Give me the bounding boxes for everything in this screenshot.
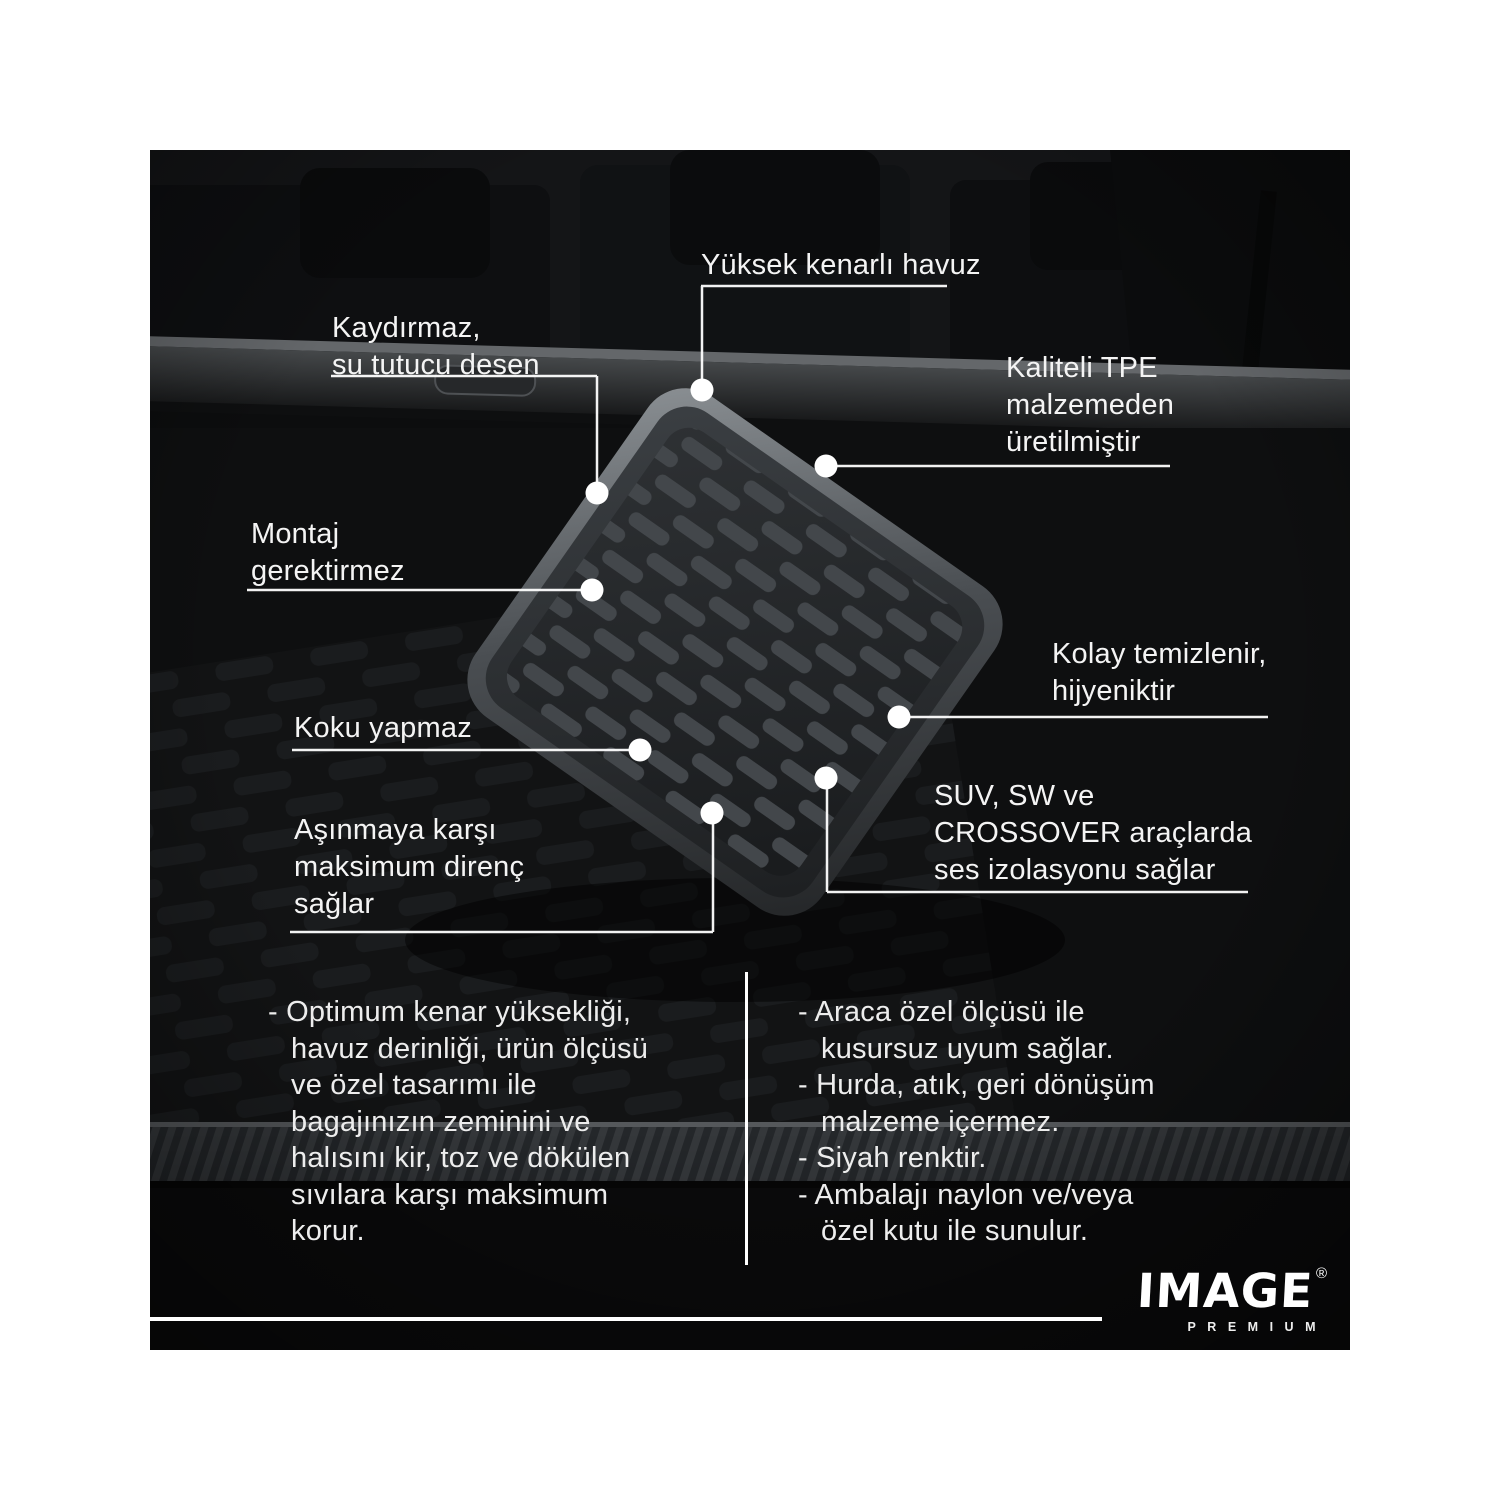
callout-label-kaydirmaz [332, 310, 540, 384]
brand-rule-line [150, 1317, 1102, 1321]
callout-text: Montaj [251, 518, 340, 550]
callout-text: üretilmiştir [1006, 426, 1141, 458]
notes-divider [745, 972, 748, 1265]
trunk-photo [150, 150, 1350, 1350]
callout-text: Yüksek kenarlı havuz [701, 249, 981, 281]
callout-text: Kaydırmaz, [332, 312, 481, 344]
note-line: bagajınızın zeminini ve [291, 1105, 591, 1138]
note-line: ve özel tasarımı ile [291, 1069, 537, 1101]
note-line: - Ambalajı naylon ve/veya [798, 1178, 1134, 1211]
callout-label-yuksek-kenar [701, 247, 981, 284]
note-line: özel kutu ile sunulur. [821, 1215, 1089, 1247]
callout-text: sağlar [294, 888, 375, 920]
registered-trademark-icon: ® [1315, 1265, 1327, 1282]
note-line: - Siyah renktir. [798, 1142, 987, 1174]
callout-text: CROSSOVER araçlarda [934, 817, 1253, 849]
callout-text: Kaliteli TPE [1006, 352, 1158, 384]
notes-right [798, 994, 1155, 1250]
callout-text: gerektirmez [251, 555, 405, 587]
note-line: malzeme içermez. [821, 1105, 1060, 1138]
note-line: korur. [291, 1215, 365, 1247]
callout-text: Koku yapmaz [294, 712, 472, 744]
callout-text: SUV, SW ve [934, 780, 1095, 812]
callout-text: malzemeden [1006, 389, 1175, 421]
brand-subtitle: PREMIUM [1187, 1320, 1327, 1334]
callout-label-montaj [251, 516, 405, 590]
note-line: sıvılara karşı maksimum [291, 1178, 609, 1211]
callout-label-kaliteli-tpe [1006, 350, 1174, 461]
brand-logo [1135, 1264, 1327, 1334]
callout-text: ses izolasyonu sağlar [934, 854, 1216, 886]
note-line: - Araca özel ölçüsü ile [798, 996, 1085, 1028]
note-line: - Hurda, atık, geri dönüşüm [798, 1069, 1155, 1101]
callout-label-suv-izolasyon [934, 778, 1252, 889]
note-line: havuz derinliği, ürün ölçüsü [291, 1032, 649, 1065]
callout-text: Aşınmaya karşı [294, 814, 497, 846]
callout-text: Kolay temizlenir, [1052, 638, 1267, 670]
callout-text: maksimum direnç [294, 851, 525, 883]
callout-text: su tutucu desen [332, 349, 540, 381]
callout-label-kolay-temiz [1052, 636, 1267, 710]
brand-wordmark: IMAGE [1135, 1264, 1315, 1319]
callout-label-koku [294, 710, 472, 747]
note-line: - Optimum kenar yüksekliği, [268, 996, 632, 1028]
callout-label-asinma [294, 812, 524, 923]
callout-text: hijyeniktir [1052, 675, 1176, 707]
note-line: halısını kir, toz ve dökülen [291, 1142, 631, 1174]
notes-left [268, 994, 648, 1250]
note-line: kusursuz uyum sağlar. [821, 1032, 1114, 1065]
